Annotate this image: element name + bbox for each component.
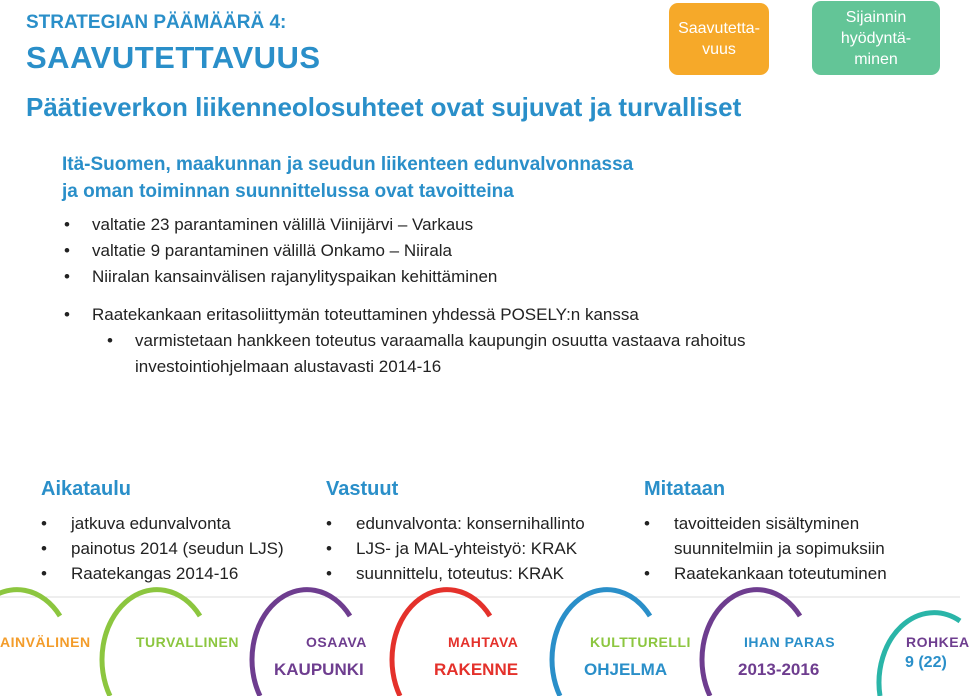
column-title-schedule: Aikataulu — [41, 478, 132, 500]
value-word: ROHKEA — [906, 634, 970, 650]
list-item: • jatkuva edunvalvonta — [41, 511, 284, 536]
value-word: AINVÄLINEN — [0, 634, 91, 650]
program-word: OHJELMA — [584, 660, 668, 679]
list-item: • edunvalvonta: konsernihallinto — [326, 511, 585, 536]
list-item: • LJS- ja MAL-yhteistyö: KRAK — [326, 536, 585, 561]
column-title-measures: Mitataan — [644, 478, 726, 500]
value-word: IHAN PARAS — [744, 634, 836, 650]
period-label: 2013-2016 — [738, 660, 820, 679]
list-item: • varmistetaan hankkeen toteutus varaamalla kaupungin osuutta vastaava rahoitus — [107, 328, 746, 354]
section-heading: Itä-Suomen, maakunnan ja seudun liikenteen edunvalvonnassa ja oman toiminnan suunnittelussa ovat tavoitteina — [62, 154, 634, 202]
project-list — [64, 302, 639, 328]
schedule-list — [41, 511, 284, 586]
page-title: SAAVUTETTAVUUS — [26, 40, 321, 75]
list-item: • valtatie 9 parantaminen välillä Onkamo – Niirala — [64, 238, 497, 264]
value-word: MAHTAVA — [448, 634, 519, 650]
list-item: • Raatekangas 2014-16 — [41, 561, 284, 586]
list-item: • Raatekankaan eritasoliittymän toteuttaminen yhdessä POSELY:n kanssa — [64, 302, 639, 328]
value-word: KULTTURELLI — [590, 634, 691, 650]
list-item: • Raatekankaan toteutuminen — [644, 561, 887, 586]
list-item: • valtatie 23 parantaminen välillä Viinijärvi – Varkaus — [64, 212, 497, 238]
structure-word: RAKENNE — [434, 660, 519, 679]
badge-location: Sijainnin hyödyntä- minen — [812, 1, 940, 75]
values-footer — [0, 596, 970, 696]
project-sublist — [107, 328, 746, 354]
list-item: • tavoitteiden sisältyminen — [644, 511, 887, 536]
column-title-responsibilities: Vastuut — [326, 478, 399, 500]
badge-accessibility: Saavutetta- vuus — [669, 3, 769, 75]
value-word: TURVALLINEN — [136, 634, 239, 650]
list-item: • suunnittelu, toteutus: KRAK — [326, 561, 585, 586]
goal-list — [64, 212, 497, 290]
measure-list — [644, 511, 887, 586]
city-word: KAUPUNKI — [274, 660, 364, 679]
responsibility-list — [326, 511, 585, 586]
project-sub-continuation: investointiohjelmaan alustavasti 2014-16 — [135, 357, 442, 376]
list-item: • painotus 2014 (seudun LJS) — [41, 536, 284, 561]
value-word: OSAAVA — [306, 634, 367, 650]
list-item-continuation: suunnitelmiin ja sopimuksiin — [674, 539, 885, 558]
page-number: 9 (22) — [905, 654, 947, 671]
list-item: • Niiralan kansainvälisen rajanylityspaikan kehittäminen — [64, 264, 497, 290]
page-subtitle: Päätieverkon liikenneolosuhteet ovat sujuvat ja turvalliset — [26, 92, 742, 122]
strategy-kicker: STRATEGIAN PÄÄMÄÄRÄ 4: — [26, 12, 287, 33]
